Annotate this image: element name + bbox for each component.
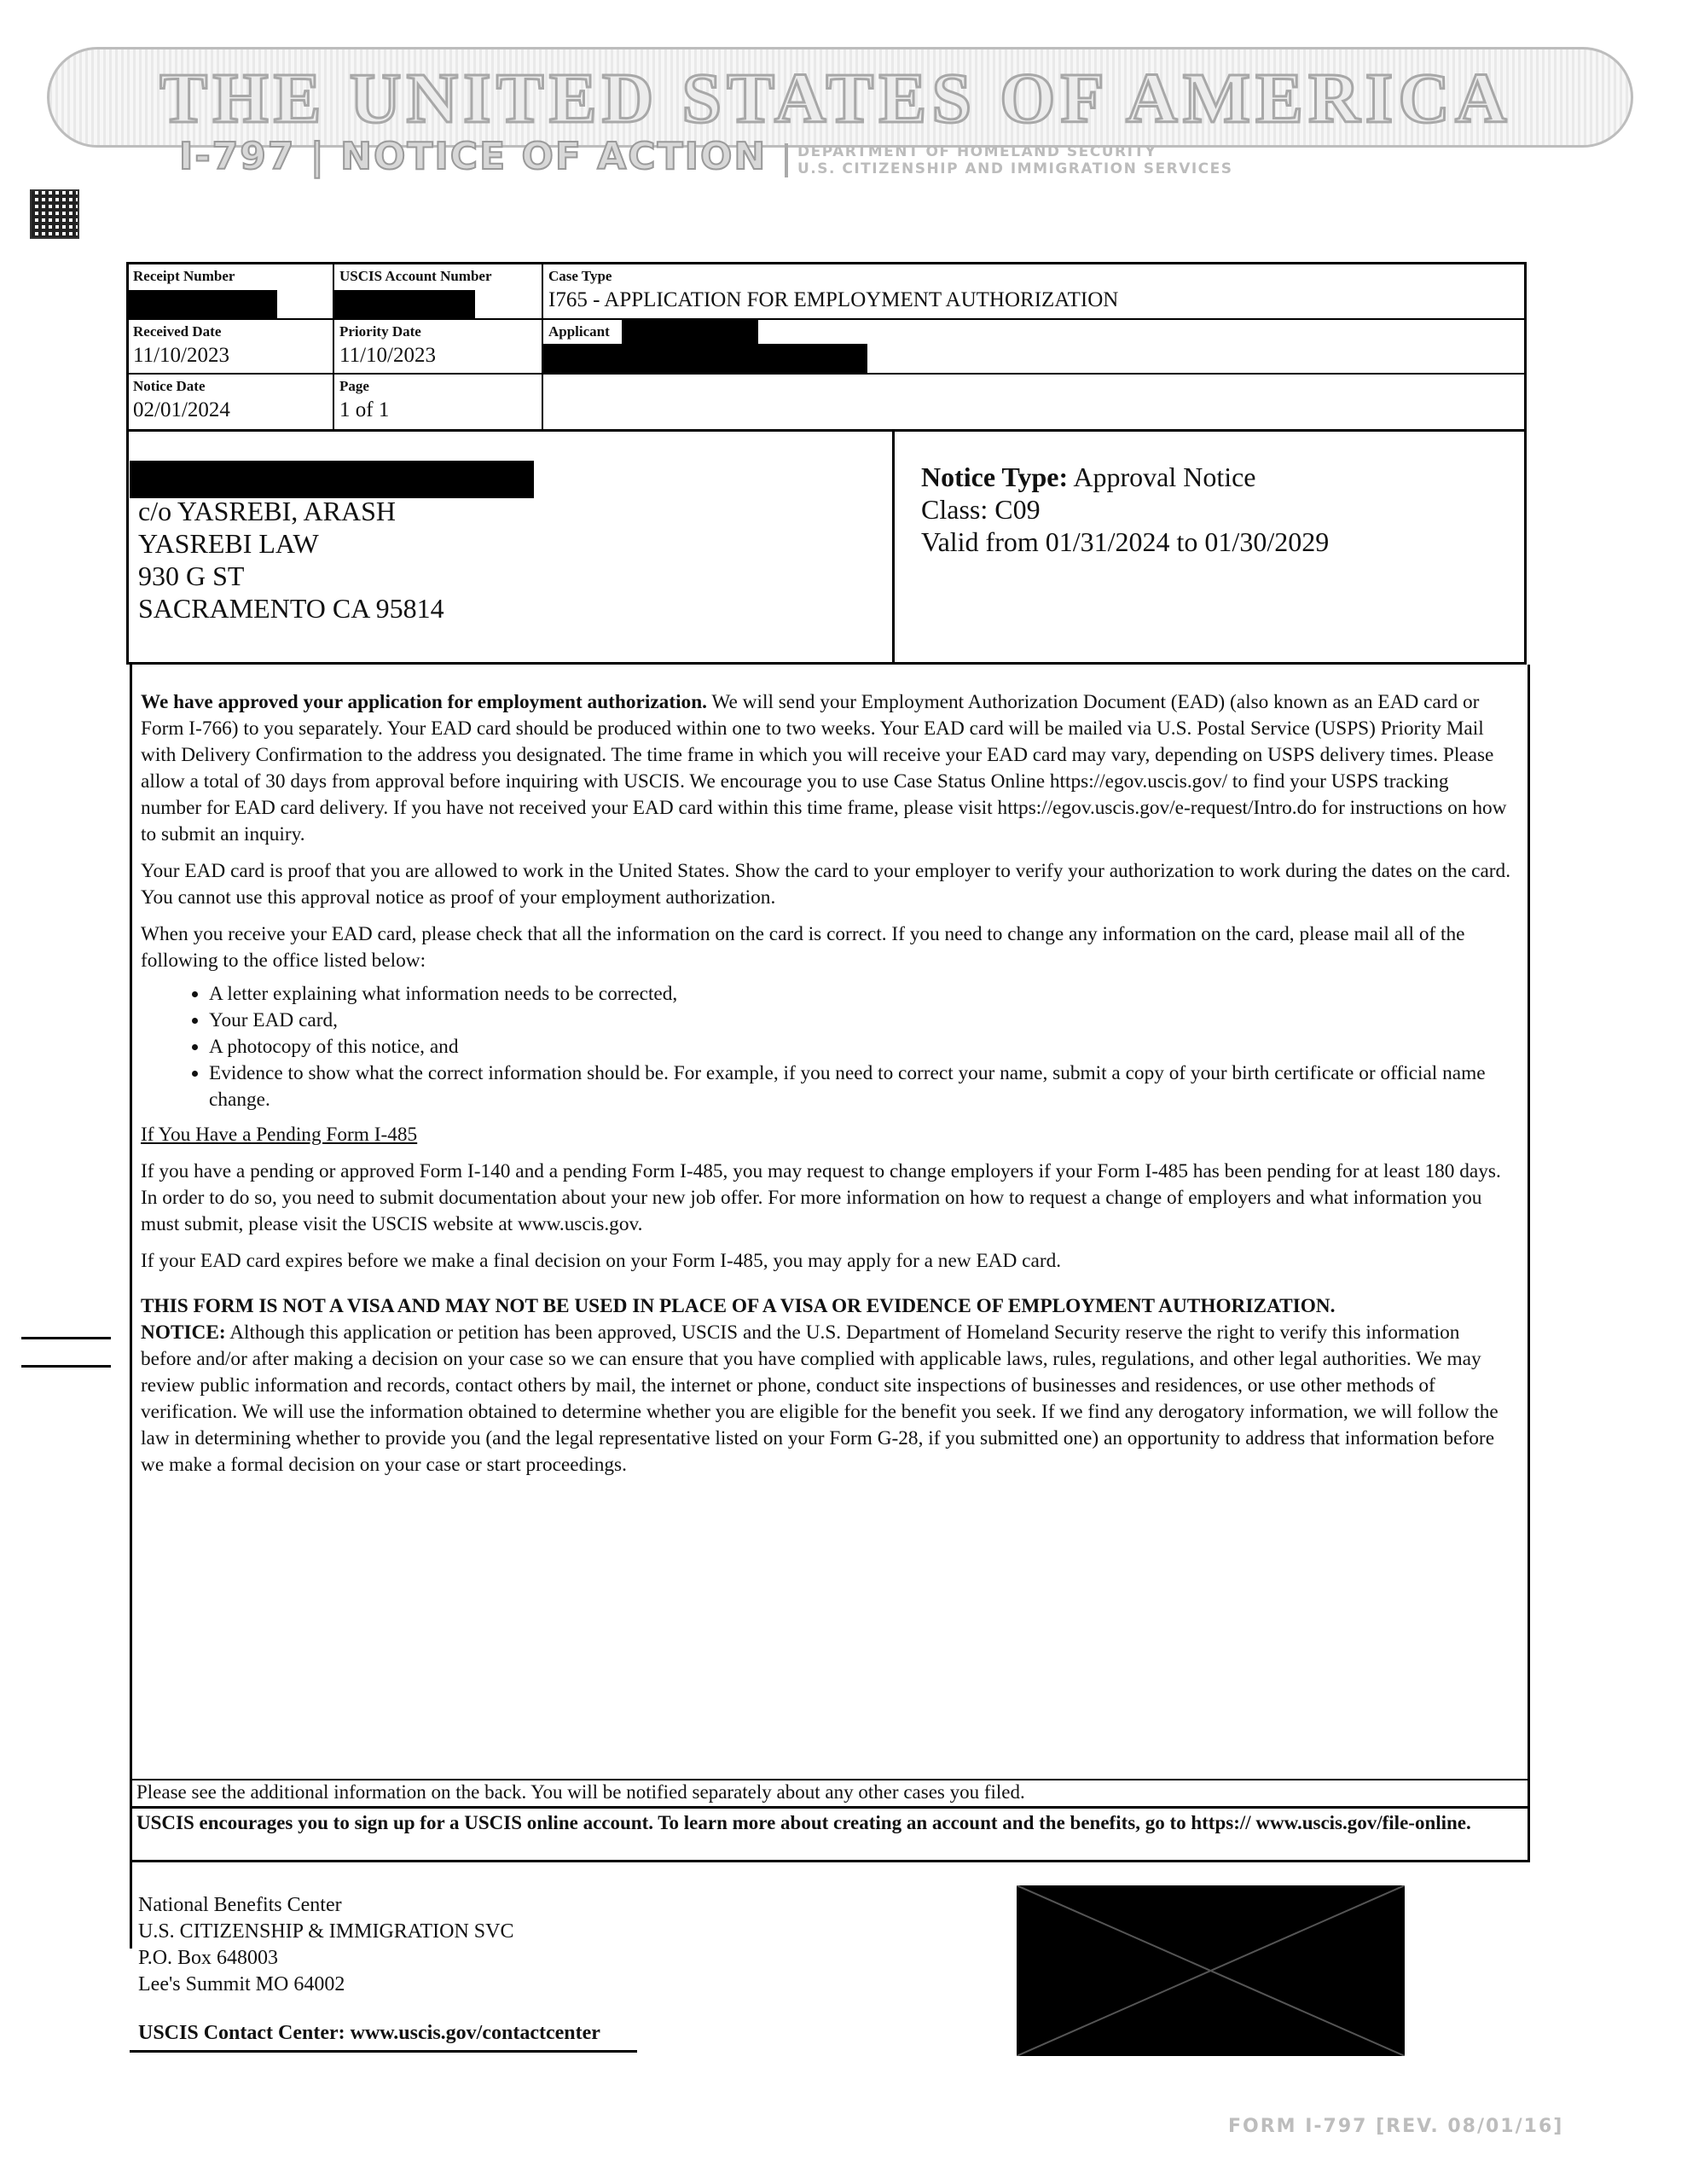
received-date-cell: [128, 320, 333, 373]
page-cell: [334, 375, 542, 429]
department-line2: U.S. CITIZENSHIP AND IMMIGRATION SERVICES: [797, 160, 1233, 177]
paragraph: Your EAD card is proof that you are allowed to work in the United States. Show the card to your employer to verify your authorization to work during the dates on the card. You cannot use this approval notice as proof of your employment authorization.: [141, 860, 1511, 909]
form-title: I-797 | NOTICE OF ACTION: [179, 135, 768, 178]
additional-info-note: Please see the additional information on the back. You will be notified separately about any other cases you filed.: [136, 1781, 1025, 1803]
applicant-cell: [543, 320, 1524, 373]
page-label: Page: [339, 378, 369, 394]
paragraph: If your EAD card expires before we make a final decision on your Form I-485, you may apply for a new EAD card.: [141, 1250, 1062, 1272]
notice-label: NOTICE:: [141, 1321, 226, 1344]
mailing-address: [138, 495, 444, 624]
barcode-icon: [30, 189, 79, 239]
redaction-block: [543, 344, 867, 373]
cross-icon: [1017, 1885, 1405, 2056]
notice-type-value: Approval Notice: [1073, 462, 1256, 492]
notice-date-label: Notice Date: [133, 378, 206, 394]
applicant-label: Applicant: [548, 323, 610, 340]
online-account-notice: USCIS encourages you to sign up for a USCIS online account. To learn more about creating an account and the benefits, go to https:// www.uscis.gov/file-online.: [136, 1812, 1471, 1833]
address-line: c/o YASREBI, ARASH: [138, 496, 396, 526]
case-type-label: Case Type: [548, 268, 612, 284]
list-item: • Evidence to show what the correct information should be. For example, if you need to correct your name, submit a copy of your birth certificate or official name change.: [209, 1060, 1514, 1113]
visa-warning: THIS FORM IS NOT A VISA AND MAY NOT BE USED IN PLACE OF A VISA OR EVIDENCE OF EMPLOYMENT AUTHORIZATION.: [141, 1295, 1336, 1317]
approval-statement: We have approved your application for employment authorization.: [141, 691, 707, 713]
office-line: National Benefits Center: [138, 1894, 342, 1916]
receipt-number-label: Receipt Number: [133, 268, 235, 284]
priority-date-cell: [334, 320, 542, 373]
paragraph-text: Although this application or petition has been approved, USCIS and the U.S. Department of Homeland Security reserve the right to verify this information before and/or after making a decision on your case so we can ensure that you have complied with applicable laws, rules, regulations, and other legal authorities. We may review public information and records, contact others by mail, the internet or phone, conduct site inspections of businesses and residences, or use other methods of verification. We will use the information obtained to determine whether you are eligible for the benefit you seek. If we find any derogatory information, we will follow the law in determining whether to provide you (and the legal representative listed on your Form G-28, if you submitted one) an opportunity to address that information before we make a formal decision on your case or start proceedings.: [141, 1321, 1499, 1476]
table-border: [130, 1860, 1530, 1862]
priority-date-value: 11/10/2023: [339, 344, 436, 367]
office-line: Lee's Summit MO 64002: [138, 1973, 345, 1995]
account-number-label: USCIS Account Number: [339, 268, 492, 284]
paragraph: [141, 689, 1514, 848]
department-line1: DEPARTMENT OF HOMELAND SECURITY: [797, 143, 1157, 160]
table-border-right: [1524, 262, 1527, 665]
notice-class: Class: C09: [921, 494, 1041, 525]
notice-validity: Valid from 01/31/2024 to 01/30/2029: [921, 526, 1330, 557]
page-value: 1 of 1: [339, 398, 390, 421]
redaction-block: [334, 290, 475, 318]
redacted-barcode: [1017, 1885, 1405, 2056]
table-border: [126, 429, 1527, 432]
banner-title: THE UNITED STATES OF AMERICA: [159, 59, 1512, 138]
notice-type-label: Notice Type:: [921, 462, 1069, 492]
paragraph: If you have a pending or approved Form I-140 and a pending Form I-485, you may request to change employers if your Form I-485 has been pending for at least 180 days. In order to do so, you need to submit documentation about your new job offer. For more information on how to request a change of employers and what information you must submit, please visit the USCIS website at www.uscis.gov.: [141, 1160, 1501, 1235]
list-item: • A letter explaining what information needs to be corrected,: [209, 981, 1514, 1008]
table-border: [130, 1806, 132, 1862]
notice-date-cell: [128, 375, 333, 429]
address-line: SACRAMENTO CA 95814: [138, 593, 444, 624]
section-heading: If You Have a Pending Form I-485: [141, 1124, 418, 1146]
redaction-block: [128, 290, 277, 318]
paragraph: When you receive your EAD card, please check that all the information on the card is correct. If you need to change any information on the card, please mail all of the following to the office listed below:: [141, 923, 1465, 972]
received-date-label: Received Date: [133, 323, 222, 340]
department-name: [797, 143, 1233, 177]
margin-mark: [21, 1337, 111, 1339]
address-line: 930 G ST: [138, 561, 245, 591]
received-date-value: 11/10/2023: [133, 344, 229, 367]
table-border: [892, 431, 895, 665]
office-address: [138, 1892, 513, 1998]
header-divider: [785, 143, 788, 177]
notice-body: [141, 689, 1514, 1478]
table-border-right: [1528, 665, 1530, 1809]
contact-center: USCIS Contact Center: www.uscis.gov/contactcenter: [138, 2022, 600, 2044]
receipt-number-cell: [128, 264, 333, 318]
redaction-block: [130, 461, 534, 498]
table-border-bottom: [130, 2050, 637, 2053]
table-border: [1528, 1806, 1530, 1862]
case-type-cell: [543, 264, 1524, 318]
notice-date-value: 02/01/2024: [133, 398, 230, 421]
redaction-block: [622, 320, 758, 344]
account-number-cell: [334, 264, 542, 318]
priority-date-label: Priority Date: [339, 323, 421, 340]
list-item: • A photocopy of this notice, and: [209, 1034, 1514, 1060]
table-border: [130, 1806, 1530, 1809]
notice-summary: [921, 461, 1329, 558]
paragraph-text: We will send your Employment Authorization Document (EAD) (also known as an EAD card or Form I-766) to you separately. Your EAD card should be produced within one to two weeks. Your EAD card will be mailed via U.S. Postal Service (USPS) Priority Mail with Delivery Confirmation to the address you designated. The time frame in which you will receive your EAD card may vary, depending on USPS delivery times. Please allow a total of 30 days from approval before inquiring with USCIS. We encourage you to use Case Status Online https://egov.uscis.gov/ to find your USPS tracking number for EAD card delivery. If you have not received your EAD card within this time frame, please visit https://egov.uscis.gov/e-request/Intro.do for instructions on how to submit an inquiry.: [141, 691, 1507, 845]
form-number: FORM I-797 [REV. 08/01/16]: [1228, 2116, 1564, 2137]
list-item: • Your EAD card,: [209, 1008, 1514, 1034]
table-border: [130, 1779, 1530, 1780]
table-border-left: [130, 665, 132, 1949]
office-line: P.O. Box 648003: [138, 1947, 279, 1969]
correction-list: [141, 981, 1514, 1113]
office-line: U.S. CITIZENSHIP & IMMIGRATION SVC: [138, 1920, 514, 1943]
address-line: YASREBI LAW: [138, 528, 319, 559]
paragraph: [141, 1320, 1514, 1478]
table-border: [126, 662, 1527, 665]
case-type-value: I765 - APPLICATION FOR EMPLOYMENT AUTHORIZATION: [548, 288, 1119, 311]
margin-mark: [21, 1365, 111, 1368]
